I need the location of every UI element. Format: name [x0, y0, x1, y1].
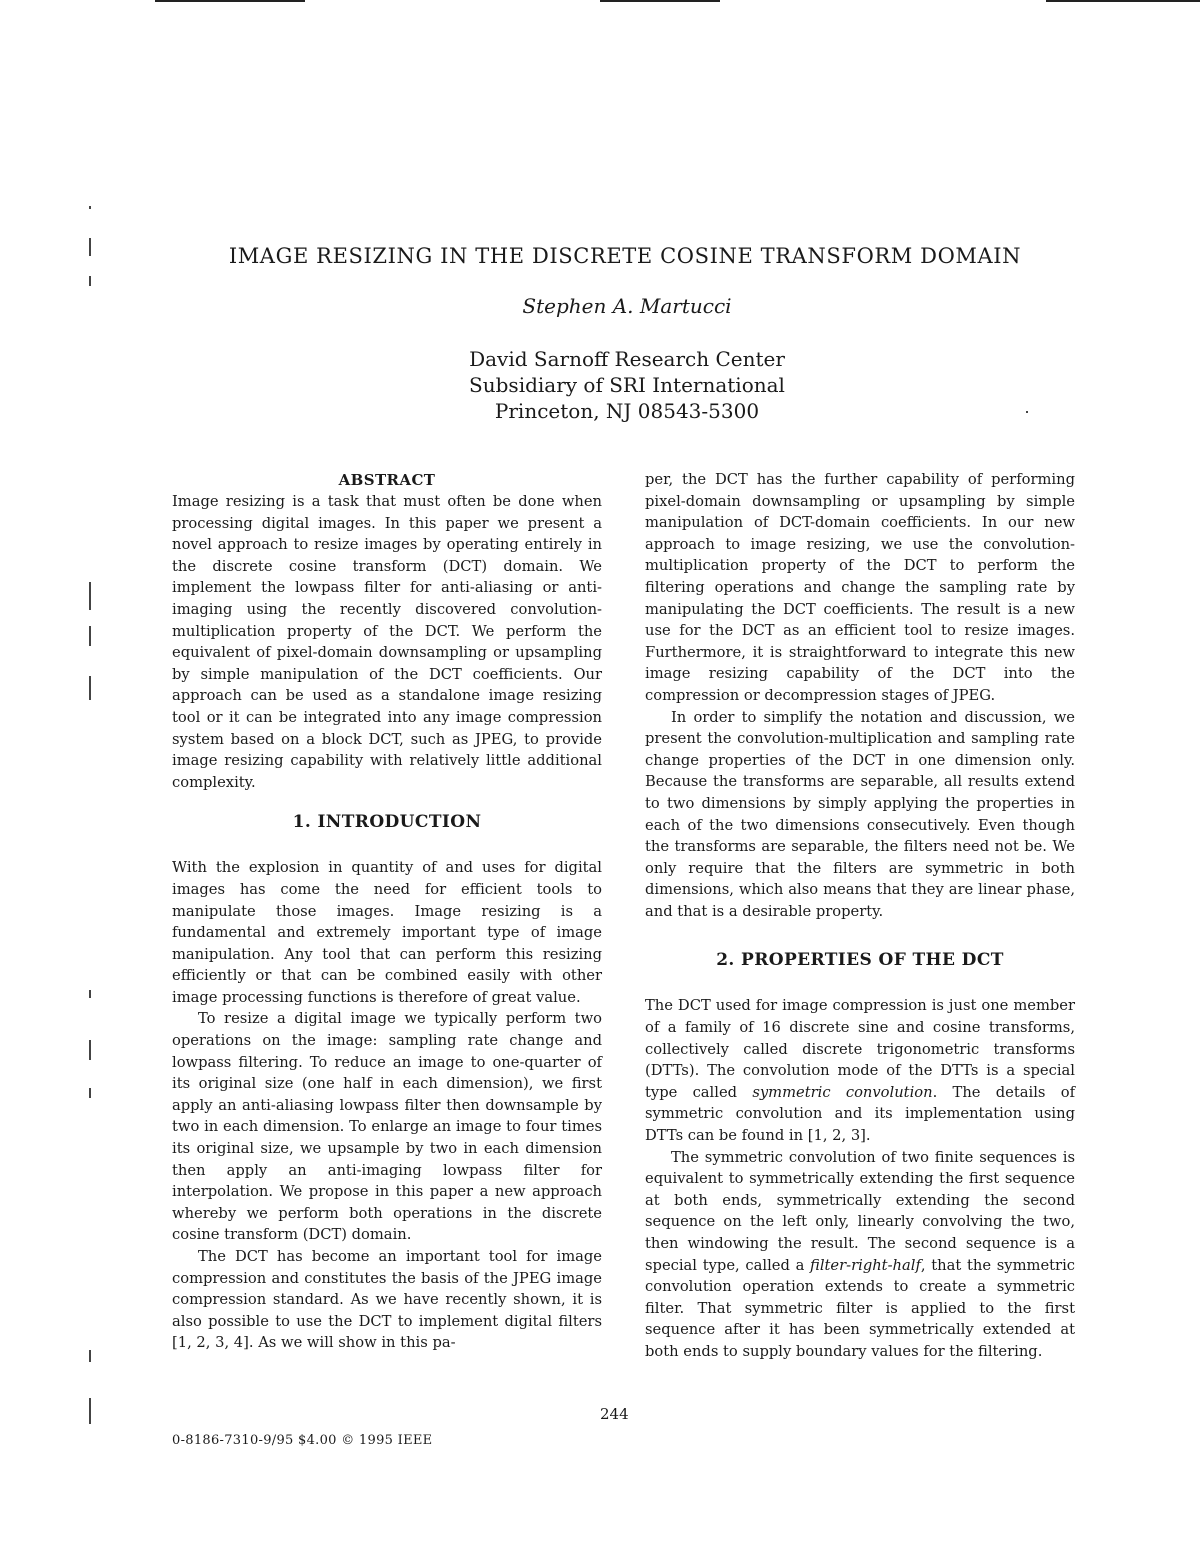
affiliation-block [0, 346, 1200, 424]
intro-paragraph-part: The DCT has become an important tool for image compression and constitutes the basis of the JPEG image compression standard. As we have recently shown, it is also possible to use the DCT to implement digital filters [1, 2, 3, 4]. As we will show in this pa- [172, 1248, 602, 1352]
intro-paragraph-continued [645, 469, 1075, 707]
affiliation-line: Princeton, NJ 08543-5300 [494, 399, 760, 423]
top-rule-left [155, 0, 305, 2]
properties-text-part: , that the symmetric convolution operation extends to create a symmetric filter. That symmetric filter is applied to the first sequence after it has been symmetrically extended at both ends to supply boundary values for the filtering. [645, 1256, 1075, 1360]
properties-text-part: The DCT used for image compression is just one member of a family of 16 discrete sine and cosine transforms, collectively called discrete trigonometric transforms (DTTs). The convolution mode of the DTTs is a special type called [645, 997, 1075, 1101]
affiliation-line: Subsidiary of SRI International [469, 373, 785, 397]
properties-text-part: The symmetric convolution of two finite sequences is equivalent to symmetrically extending the first sequence at both ends, symmetrically extending the second sequence on the left only, linearly convolving the two, then windowing the result. The second sequence is a special type, called a [645, 1148, 1075, 1274]
properties-paragraph [645, 1147, 1075, 1363]
page-number: 244 [600, 1405, 629, 1423]
properties-text-part: . The details of symmetric convolution and its implementation using DTTs can be found in [1, 2, 3]. [645, 1083, 1076, 1145]
author-name: Stephen A. Martucci [522, 294, 732, 318]
abstract-text: Image resizing is a task that must often be done when processing digital images. In this paper we present a novel approach to resize images by operating entirely in the discrete cosine transform (DCT) domain. We implement the lowpass filter for anti-aliasing or anti-imaging using the recently discovered convolution-multiplication property of the DCT. We perform the equivalent of pixel-domain downsampling or upsampling by simple manipulation of the DCT coefficients. Our approach can be used as a standalone image resizing tool or it can be integrated into any image compression system based on a block DCT, such as JPEG, to provide image resizing capability with relatively little additional complexity. [172, 493, 602, 791]
term-filter-right-half: filter-right-half [810, 1256, 921, 1274]
paper-title: IMAGE RESIZING IN THE DISCRETE COSINE TRANSFORM DOMAIN [228, 244, 1022, 268]
copyright-line: 0-8186-7310-9/95 $4.00 © 1995 IEEE [172, 1433, 433, 1448]
top-rule-center [600, 0, 720, 2]
top-rule-right [1046, 0, 1200, 2]
section-heading-properties: 2. PROPERTIES OF THE DCT [716, 950, 1004, 971]
abstract-heading: ABSTRACT [338, 471, 436, 489]
affiliation-line: David Sarnoff Research Center [469, 347, 785, 371]
left-column [172, 470, 602, 1354]
intro-paragraph: With the explosion in quantity of and uses for digital images has come the need for efficient tools to manipulate those images. Image resizing is a fundamental and extremely important type of image manipulation. Any tool that can perform this resizing efficiently or that can be combined easily with other image processing functions is therefore of great value. [172, 859, 602, 1006]
intro-paragraph: To resize a digital image we typically perform two operations on the image: sampling rate change and lowpass filtering. To reduce an image to one-quarter of its original size (one half in each dimension), we first apply an anti-aliasing lowpass filter then downsample by two in each dimension. To enlarge an image to four times its original size, we upsample by two in each dimension then apply an anti-imaging lowpass filter for interpolation. We propose in this paper a new approach whereby we perform both operations in the discrete cosine transform (DCT) domain. [172, 1010, 602, 1244]
right-column [645, 469, 1075, 1363]
intro-paragraph: In order to simplify the notation and discussion, we present the convolution-multiplication and sampling rate change properties of the DCT in one dimension only. Because the transforms are separable, all results extend to two dimensions by simply applying the properties in each of the two dimensions consecutively. Even though the transforms are separable, the filters need not be. We only require that the filters are symmetric in both dimensions, which also means that they are linear phase, and that is a desirable property. [645, 708, 1075, 920]
intro-paragraph-split [172, 1246, 602, 1354]
section-heading-introduction: 1. INTRODUCTION [292, 812, 482, 833]
properties-paragraph [645, 995, 1075, 1146]
term-symmetric-convolution: symmetric convolution [752, 1083, 933, 1101]
intro-paragraph-part: per, the DCT has the further capability of performing pixel-domain downsampling or upsampling by simple manipulation of DCT-domain coefficients. In our new approach to image resizing, we use the convolution-multiplication property of the DCT to perform the filtering operations and change the sampling rate by manipulating the DCT coefficients. The result is a new use for the DCT as an efficient tool to resize images. Furthermore, it is straightforward to integrate this new image resizing capability of the DCT into the compression or decompression stages of JPEG. [645, 471, 1075, 704]
